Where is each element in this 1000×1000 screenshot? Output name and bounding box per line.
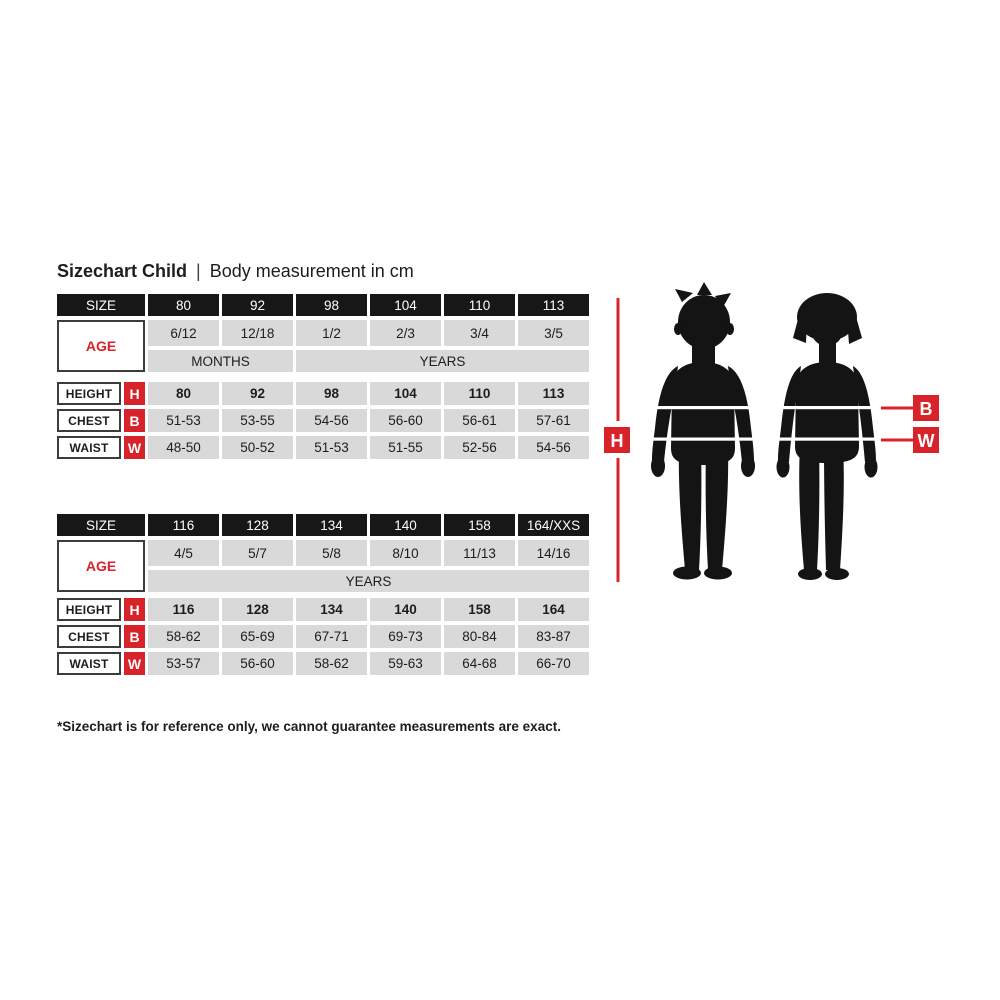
table2-age-value: 14/16 bbox=[518, 540, 589, 566]
table1-waist-value: 51-53 bbox=[296, 436, 367, 459]
table2-height-value: 164 bbox=[518, 598, 589, 621]
table1-waist-value: 52-56 bbox=[444, 436, 515, 459]
table2-waist-value: 64-68 bbox=[444, 652, 515, 675]
table2-measure-grid bbox=[57, 598, 589, 675]
table1-age-value: 6/12 bbox=[148, 320, 219, 346]
chest-badge bbox=[913, 395, 939, 421]
table2-chest-value: 58-62 bbox=[148, 625, 219, 648]
table2-size-value: 158 bbox=[444, 514, 515, 536]
table2-waist-value: 66-70 bbox=[518, 652, 589, 675]
table2-chest-value: 67-71 bbox=[296, 625, 367, 648]
table2-waist-value: 56-60 bbox=[222, 652, 293, 675]
table2-waist-value: 58-62 bbox=[296, 652, 367, 675]
waist-badge-letter: W bbox=[917, 431, 935, 451]
table1-height-value: 110 bbox=[444, 382, 515, 405]
table2-size-value: 116 bbox=[148, 514, 219, 536]
table2-age-value: 5/8 bbox=[296, 540, 367, 566]
table2-height-value: 128 bbox=[222, 598, 293, 621]
table2-chest-value: 80-84 bbox=[444, 625, 515, 648]
chest-letter-badge: B bbox=[124, 409, 145, 432]
table1-size-header-label: SIZE bbox=[57, 294, 145, 316]
table1-height-value: 92 bbox=[222, 382, 293, 405]
table2-chest-value: 65-69 bbox=[222, 625, 293, 648]
table1-height-value: 80 bbox=[148, 382, 219, 405]
table1-height-value: 113 bbox=[518, 382, 589, 405]
title-separator: | bbox=[196, 261, 201, 281]
chest-badge-letter: B bbox=[919, 399, 933, 419]
height-letter-badge: H bbox=[124, 598, 145, 621]
girl-child-silhouette-icon bbox=[777, 293, 878, 580]
table1-waist-value: 51-55 bbox=[370, 436, 441, 459]
height-badge bbox=[604, 427, 630, 453]
table2-size-value: 134 bbox=[296, 514, 367, 536]
table1-age-value: 12/18 bbox=[222, 320, 293, 346]
table2-height-value: 158 bbox=[444, 598, 515, 621]
table1-waist-value: 50-52 bbox=[222, 436, 293, 459]
table2-header-grid bbox=[57, 514, 589, 592]
table2-age-value: 11/13 bbox=[444, 540, 515, 566]
table1-size-value: 98 bbox=[296, 294, 367, 316]
table1-chest-value: 57-61 bbox=[518, 409, 589, 432]
table2-chest-value: 69-73 bbox=[370, 625, 441, 648]
chest-measure-line bbox=[881, 407, 913, 410]
table1-chest-value: 56-61 bbox=[444, 409, 515, 432]
table1-age-value: 2/3 bbox=[370, 320, 441, 346]
table1-age-label: AGE bbox=[57, 320, 145, 372]
table1-age-value: 3/5 bbox=[518, 320, 589, 346]
table1-chest-value: 51-53 bbox=[148, 409, 219, 432]
disclaimer-text: *Sizechart is for reference only, we cannot guarantee measurements are exact. bbox=[57, 719, 561, 734]
table1-size-value: 104 bbox=[370, 294, 441, 316]
table1-size-value: 110 bbox=[444, 294, 515, 316]
table1-age-value: 1/2 bbox=[296, 320, 367, 346]
boy-child-silhouette-icon bbox=[651, 282, 755, 580]
waist-badge bbox=[913, 427, 939, 453]
table2-age-value: 8/10 bbox=[370, 540, 441, 566]
table1-size-value: 92 bbox=[222, 294, 293, 316]
table2-height-label: HEIGHT bbox=[57, 598, 121, 621]
table1-size-value: 113 bbox=[518, 294, 589, 316]
chest-letter-badge: B bbox=[124, 625, 145, 648]
title-description: Body measurement in cm bbox=[209, 261, 414, 281]
table1-waist-value: 54-56 bbox=[518, 436, 589, 459]
table2-height-value: 116 bbox=[148, 598, 219, 621]
table2-size-value: 128 bbox=[222, 514, 293, 536]
table1-chest-value: 53-55 bbox=[222, 409, 293, 432]
table1-unit-years: YEARS bbox=[296, 350, 589, 372]
table1-age-value: 3/4 bbox=[444, 320, 515, 346]
table1-header-grid bbox=[57, 294, 589, 372]
table1-height-label: HEIGHT bbox=[57, 382, 121, 405]
waist-letter-badge: W bbox=[124, 436, 145, 459]
measurement-figure bbox=[600, 280, 950, 600]
table1-chest-value: 54-56 bbox=[296, 409, 367, 432]
table1-chest-label: CHEST bbox=[57, 409, 121, 432]
table2-size-header-label: SIZE bbox=[57, 514, 145, 536]
height-badge-letter: H bbox=[610, 431, 624, 451]
table1-height-value: 98 bbox=[296, 382, 367, 405]
table2-waist-label: WAIST bbox=[57, 652, 121, 675]
table2-height-value: 134 bbox=[296, 598, 367, 621]
table1-unit-months: MONTHS bbox=[148, 350, 293, 372]
table1-waist-label: WAIST bbox=[57, 436, 121, 459]
title-product: Sizechart Child bbox=[57, 261, 188, 281]
table1-waist-value: 48-50 bbox=[148, 436, 219, 459]
table1-chest-value: 56-60 bbox=[370, 409, 441, 432]
waist-line-marker bbox=[648, 438, 880, 441]
table2-chest-value: 83-87 bbox=[518, 625, 589, 648]
page-title bbox=[57, 259, 414, 283]
table2-size-value: 140 bbox=[370, 514, 441, 536]
table2-age-value: 4/5 bbox=[148, 540, 219, 566]
table1-measure-grid bbox=[57, 382, 589, 459]
table2-size-value: 164/XXS bbox=[518, 514, 589, 536]
table2-height-value: 140 bbox=[370, 598, 441, 621]
waist-letter-badge: W bbox=[124, 652, 145, 675]
chest-line-marker bbox=[648, 406, 880, 409]
height-letter-badge: H bbox=[124, 382, 145, 405]
table2-age-value: 5/7 bbox=[222, 540, 293, 566]
table1-size-value: 80 bbox=[148, 294, 219, 316]
waist-measure-line bbox=[881, 439, 913, 442]
table2-waist-value: 59-63 bbox=[370, 652, 441, 675]
table1-height-value: 104 bbox=[370, 382, 441, 405]
table2-chest-label: CHEST bbox=[57, 625, 121, 648]
table2-waist-value: 53-57 bbox=[148, 652, 219, 675]
table2-unit-years: YEARS bbox=[148, 570, 589, 592]
table2-age-label: AGE bbox=[57, 540, 145, 592]
